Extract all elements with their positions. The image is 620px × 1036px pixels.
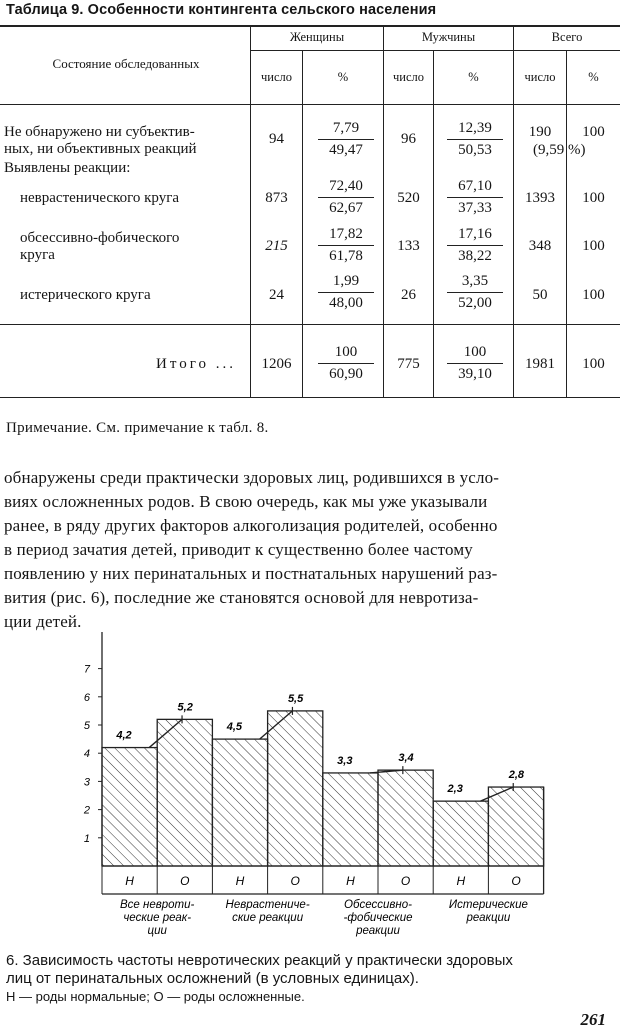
row-label: истерического круга [20, 287, 151, 303]
bar [102, 748, 157, 866]
fraction-denominator: 38,22 [458, 248, 492, 264]
fraction-numerator: 1,99 [318, 271, 374, 293]
cell-count: 24 [269, 287, 284, 303]
paragraph-line: виях осложненных родов. В свою очередь, как мы уже указывали [4, 492, 488, 511]
table-title: Таблица 9. Особенности контингента сельского населения [6, 2, 437, 18]
fraction-denominator: 50,53 [458, 142, 492, 158]
fraction-denominator: 62,67 [329, 200, 363, 216]
subheader-percent: % [337, 70, 349, 84]
section-label: Выявлены реакции: [4, 160, 131, 176]
bar-letter: Н [346, 874, 355, 888]
cell-percent: 100 [582, 124, 605, 140]
y-tick-label: 6 [83, 691, 90, 704]
category-label: Все невроти- [120, 899, 195, 911]
fraction-numerator: 100 [447, 342, 503, 364]
paragraph-line: вития (рис. 6), последние же становятся основой для невротиза- [4, 588, 479, 607]
cell-count: 348 [528, 238, 552, 254]
paragraph-line: ранее, в ряду других факторов алкоголизация родителей, особенно [4, 516, 498, 535]
category-label: реакции [466, 912, 511, 924]
fraction-numerator: 72,40 [318, 176, 374, 198]
subheader-count: число [524, 70, 556, 84]
bar [378, 770, 433, 866]
cell-count: 775 [397, 356, 420, 372]
cell-percent: 100 [582, 356, 605, 372]
category-label: Истерические [448, 899, 528, 911]
cell-count: 1981 [525, 356, 555, 372]
paragraph-line: обнаружены среди практически здоровых лиц, родившихся в усло- [4, 468, 500, 487]
row-label: обсессивно-фобического [20, 230, 180, 246]
fraction-numerator: 17,82 [318, 224, 374, 246]
bar [433, 801, 488, 866]
category-label: Неврастениче- [225, 899, 310, 911]
page-number: 261 [580, 1010, 606, 1029]
cell-count: 96 [401, 131, 416, 147]
subheader-percent: % [588, 70, 599, 84]
row-label: круга [20, 247, 55, 263]
header-women: Женщины [289, 30, 345, 44]
cell-count: 873 [265, 190, 288, 206]
fraction-denominator: 39,10 [458, 366, 492, 382]
value-label: 5,5 [287, 692, 304, 705]
fraction-denominator: 48,00 [329, 295, 363, 311]
fraction-numerator: 7,79 [318, 118, 374, 140]
cell-count: 1206 [261, 356, 292, 372]
fraction-denominator: 52,00 [458, 295, 492, 311]
value-label: 2,8 [508, 769, 525, 782]
y-tick-label: 4 [83, 748, 90, 761]
header-state: Состояние обследованных [52, 56, 200, 71]
fraction-numerator: 12,39 [447, 118, 503, 140]
cell-percent: 100 [582, 287, 605, 303]
row-label: ных, ни объективных реакций [4, 141, 197, 157]
fraction-numerator: 17,16 [447, 224, 503, 246]
paragraph-line: появлению у них перинатальных и постнатальных нарушений раз- [4, 564, 498, 583]
value-label: 3,4 [398, 752, 414, 765]
cell-count: 50 [532, 287, 548, 303]
fraction-denominator: 49,47 [329, 142, 363, 158]
cell-percent: 100 [582, 190, 605, 206]
bar [212, 739, 267, 866]
header-total: Всего [551, 30, 583, 44]
paragraph-line: ции детей. [4, 612, 82, 631]
bar-letter: Н [456, 874, 466, 888]
y-tick-label: 5 [83, 720, 90, 732]
row-label: неврастенического круга [20, 190, 180, 206]
y-tick-label: 7 [83, 663, 90, 676]
bar-letter: О [180, 874, 190, 888]
bar-letter: Н [125, 874, 134, 888]
subheader-count: число [260, 70, 292, 84]
bar [323, 773, 378, 866]
caption-legend: Н — роды нормальные; О — роды осложненные. [6, 989, 305, 1004]
value-label: 2,3 [447, 783, 463, 796]
cell-count: 133 [397, 238, 420, 254]
cell-count: 94 [269, 131, 284, 147]
bar [488, 787, 543, 866]
fraction-denominator: 61,78 [329, 248, 363, 264]
cell-count: 520 [397, 190, 420, 206]
value-label: 5,2 [177, 701, 193, 714]
cell-percent: 100 [582, 238, 605, 254]
fraction-denominator: 37,33 [458, 200, 492, 216]
header-men: Мужчины [421, 30, 476, 44]
fraction-numerator: 67,10 [447, 176, 503, 198]
bar-letter: О [400, 874, 411, 888]
bar-letter: О [290, 874, 300, 888]
table-note: Примечание. См. примечание к табл. 8. [6, 420, 269, 436]
bar-letter: Н [235, 874, 245, 888]
cell-count: 190 [528, 124, 552, 140]
caption-line: лиц от перинатальных осложнений (в условных единицах). [6, 970, 419, 987]
value-label: 4,5 [226, 721, 243, 734]
category-label: -фобические [343, 912, 413, 924]
fraction-numerator: 100 [318, 342, 374, 364]
cell-note: (9,59 %) [533, 142, 586, 158]
caption-line: 6. Зависимость частоты невротических реакций у практически здоровых [6, 952, 513, 969]
total-label: Итого ... [156, 356, 236, 372]
category-label: ческие реак- [123, 912, 192, 924]
figure-caption [6, 952, 618, 1006]
subheader-count: число [392, 70, 424, 84]
paragraph-line: в период зачатия детей, приводит к существенно более частому [4, 540, 473, 559]
fraction-numerator: 3,35 [447, 271, 503, 293]
cell-count: 1393 [525, 190, 555, 206]
bar-letter: О [511, 874, 521, 888]
subheader-percent: % [468, 70, 479, 84]
category-label: реакции [356, 925, 400, 937]
value-label: 3,3 [337, 754, 353, 767]
fraction-denominator: 60,90 [329, 366, 363, 382]
y-tick-label: 3 [83, 776, 90, 789]
bar [268, 711, 323, 866]
y-tick-label: 1 [83, 832, 90, 845]
row-label: Не обнаружено ни субъектив- [4, 124, 195, 140]
category-label: ские реакции [232, 912, 304, 924]
category-label: ции [147, 925, 167, 937]
cell-count: 26 [401, 287, 416, 303]
bar [157, 719, 212, 866]
y-tick-label: 2 [83, 804, 90, 817]
value-label: 4,2 [116, 729, 132, 742]
category-label: Обсессивно- [344, 899, 412, 911]
cell-count: 215 [265, 238, 288, 254]
